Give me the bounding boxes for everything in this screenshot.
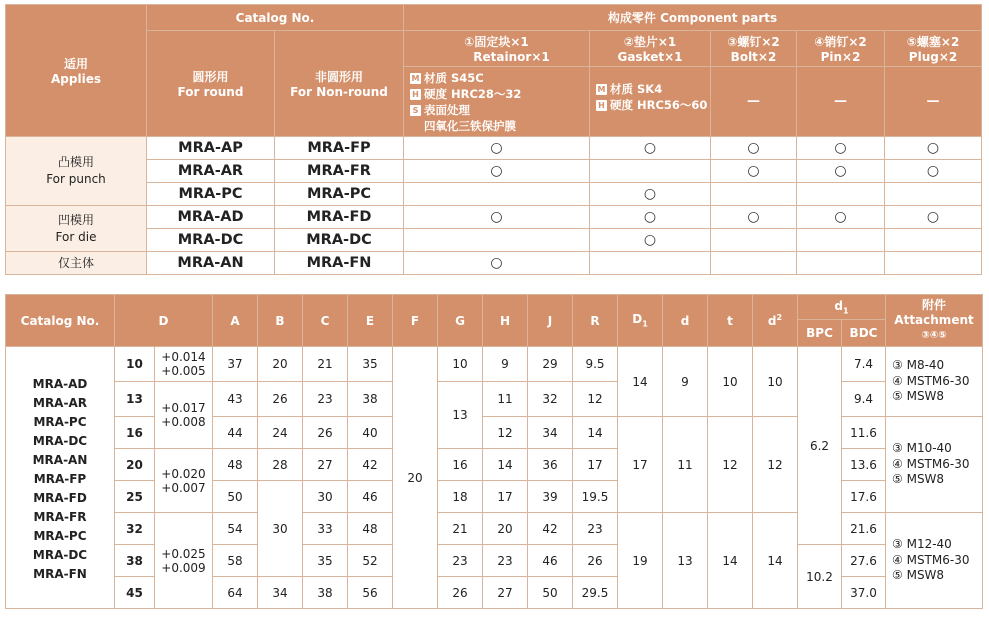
bpc-value: 10.2	[798, 545, 842, 609]
catalog-no-header: Catalog No.	[6, 295, 115, 347]
j-value: 50	[528, 577, 573, 609]
spec-text: 材质 S45C	[424, 70, 484, 85]
tol-upper: +0.025	[161, 546, 206, 561]
j-value: 36	[528, 449, 573, 481]
b-value: 34	[258, 577, 303, 609]
d-tolerance	[155, 449, 213, 513]
included-mark: ○	[885, 206, 982, 229]
tol-upper: +0.020	[161, 466, 206, 481]
m-badge-icon: M	[597, 85, 606, 94]
catalog-name: MRA-PC	[33, 529, 87, 543]
catalog-name: MRA-PC	[33, 415, 87, 429]
bdc-value: 37.0	[842, 577, 886, 609]
plug-title: ⑤螺塞×2	[906, 35, 960, 49]
e-value: 46	[348, 481, 393, 513]
bdc-value: 13.6	[842, 449, 886, 481]
d-value: 10	[115, 347, 155, 382]
d-value: 45	[115, 577, 155, 609]
h-header: H	[483, 295, 528, 347]
b-value: 24	[258, 417, 303, 449]
punch-en: For punch	[46, 172, 106, 186]
retainor-header	[404, 31, 590, 67]
attachment-item: ⑤ MSW8	[892, 389, 945, 404]
empty-cell	[885, 183, 982, 206]
d1-upper-header	[618, 295, 663, 347]
h-value: 20	[483, 513, 528, 545]
bpc-header: BPC	[798, 320, 842, 347]
empty-cell	[711, 183, 797, 206]
included-mark: ○	[797, 137, 885, 160]
bdc-value: 21.6	[842, 513, 886, 545]
catalog-name: MRA-FP	[33, 472, 87, 486]
r-value: 19.5	[573, 481, 618, 513]
catalog-name: MRA-FN	[33, 567, 87, 581]
included-mark: ○	[590, 183, 711, 206]
h-value: 14	[483, 449, 528, 481]
spec-surface	[410, 102, 589, 118]
spec-text: 四氧化三铁保护膜	[424, 118, 516, 133]
included-mark: ○	[404, 206, 590, 229]
included-mark: ○	[590, 229, 711, 252]
included-mark: ○	[590, 206, 711, 229]
g-value: 18	[438, 481, 483, 513]
retainor-title: ①固定块×1	[464, 35, 529, 49]
b-value: 26	[258, 382, 303, 417]
d1-upper-value: 14	[618, 347, 663, 417]
catalog-nonround: MRA-FP	[275, 137, 404, 160]
punch-cn: 凸模用	[57, 155, 94, 169]
attachment-item: ⑤ MSW8	[892, 568, 945, 583]
die-en: For die	[55, 229, 97, 244]
d2-header	[753, 295, 798, 347]
catalog-nonround: MRA-FN	[275, 252, 404, 275]
included-mark: ○	[797, 206, 885, 229]
h-badge-icon: H	[410, 89, 421, 100]
h-value: 23	[483, 545, 528, 577]
g-value: 16	[438, 449, 483, 481]
included-mark: ○	[885, 137, 982, 160]
tol-upper: +0.017	[161, 401, 206, 415]
included-mark: ○	[711, 160, 797, 183]
catalog-round: MRA-DC	[147, 229, 275, 252]
bolt-title: ③螺钉×2	[727, 35, 780, 49]
d1-upper-value: 17	[618, 417, 663, 513]
empty-cell	[404, 229, 590, 252]
dimensions-table	[5, 294, 983, 609]
catalog-round: MRA-AD	[147, 206, 275, 229]
catalog-name: MRA-DC	[32, 434, 88, 448]
bolt-header	[711, 31, 797, 67]
r-value: 17	[573, 449, 618, 481]
d2-subscript: 2	[776, 313, 783, 322]
t-header: t	[708, 295, 753, 347]
catalog-name: MRA-AR	[33, 396, 87, 410]
catalog-name: MRA-DC	[32, 548, 88, 562]
a-value: 64	[213, 577, 258, 609]
attachment-list	[886, 347, 983, 417]
attachment-item: ⑤ MSW8	[892, 472, 945, 487]
d2-letter: d	[767, 314, 777, 328]
round-en: For round	[177, 85, 244, 99]
a-value: 54	[213, 513, 258, 545]
empty-cell	[885, 229, 982, 252]
t-value: 12	[708, 417, 753, 513]
bdc-value: 9.4	[842, 382, 886, 417]
bdc-value: 7.4	[842, 347, 886, 382]
attachment-item: ③ M12-40	[892, 537, 952, 552]
e-value: 35	[348, 347, 393, 382]
b-value: 28	[258, 449, 303, 481]
attachment-list	[886, 417, 983, 513]
catalog-name: MRA-FR	[33, 510, 87, 524]
d-value: 16	[115, 417, 155, 449]
catalog-round: MRA-AP	[147, 137, 275, 160]
d-tolerance	[155, 382, 213, 449]
empty-cell	[590, 160, 711, 183]
for-nonround-header	[275, 31, 404, 137]
d-value: 25	[115, 481, 155, 513]
empty-cell	[797, 252, 885, 275]
included-mark: ○	[404, 137, 590, 160]
r-value: 9.5	[573, 347, 618, 382]
r-value: 26	[573, 545, 618, 577]
r-header: R	[573, 295, 618, 347]
j-value: 32	[528, 382, 573, 417]
empty-cell	[885, 252, 982, 275]
h-value: 12	[483, 417, 528, 449]
catalog-round: MRA-AR	[147, 160, 275, 183]
a-value: 48	[213, 449, 258, 481]
spec-coating	[410, 118, 589, 134]
e-value: 38	[348, 382, 393, 417]
h-value: 9	[483, 347, 528, 382]
spec-text: 硬度 HRC28～32	[424, 86, 522, 101]
b-header: B	[258, 295, 303, 347]
die-cn: 凹模用	[57, 212, 94, 227]
pin-header	[797, 31, 885, 67]
d1-letter: D	[632, 312, 643, 327]
empty-cell	[797, 183, 885, 206]
b-value: 20	[258, 347, 303, 382]
retainor-spec	[404, 67, 590, 137]
gasket-en: Gasket×1	[617, 50, 683, 64]
bolt-en: Bolt×2	[730, 50, 777, 64]
small-d-value: 11	[663, 417, 708, 513]
g-value: 21	[438, 513, 483, 545]
e-value: 40	[348, 417, 393, 449]
b-value: 30	[258, 481, 303, 577]
catalog-round: MRA-PC	[147, 183, 275, 206]
pin-en: Pin×2	[820, 50, 861, 64]
j-value: 39	[528, 481, 573, 513]
catalog-nonround: MRA-FR	[275, 160, 404, 183]
d2-value: 10	[753, 347, 798, 417]
d-header: D	[115, 295, 213, 347]
a-value: 58	[213, 545, 258, 577]
catalog-nonround: MRA-DC	[275, 229, 404, 252]
c-value: 21	[303, 347, 348, 382]
applies-cn: 适用	[63, 57, 88, 71]
small-d-value: 9	[663, 347, 708, 417]
attachment-item: ③ M8-40	[892, 358, 945, 373]
j-value: 42	[528, 513, 573, 545]
a-value: 44	[213, 417, 258, 449]
bdc-value: 27.6	[842, 545, 886, 577]
attachment-item: ④ MSTM6-30	[892, 456, 970, 471]
small-d-header: d	[663, 295, 708, 347]
included-mark: ○	[590, 137, 711, 160]
for-punch-label	[6, 137, 147, 206]
g-value: 23	[438, 545, 483, 577]
e-value: 42	[348, 449, 393, 481]
included-mark: ○	[404, 160, 590, 183]
m-badge-icon: M	[411, 73, 420, 83]
component-parts-table	[5, 4, 982, 275]
tol-lower: +0.007	[161, 480, 206, 495]
attachment-en: Attachment	[894, 313, 974, 327]
c-header: C	[303, 295, 348, 347]
attachment-header	[886, 295, 983, 347]
attachment-list	[886, 513, 983, 609]
s-badge-icon: S	[410, 105, 421, 116]
plug-spec-dash: —	[885, 67, 982, 137]
small-d-value: 13	[663, 513, 708, 609]
e-value: 48	[348, 513, 393, 545]
bdc-value: 11.6	[842, 417, 886, 449]
c-value: 35	[303, 545, 348, 577]
c-value: 27	[303, 449, 348, 481]
d-tolerance	[155, 513, 213, 609]
for-die-label	[6, 206, 147, 252]
j-value: 46	[528, 545, 573, 577]
c-value: 30	[303, 481, 348, 513]
f-value: 20	[393, 347, 438, 609]
bolt-spec-dash: —	[711, 67, 797, 137]
j-value: 34	[528, 417, 573, 449]
tol-upper: +0.014	[161, 350, 206, 364]
h-value: 11	[483, 382, 528, 417]
applies-en: Applies	[51, 72, 101, 86]
a-value: 50	[213, 481, 258, 513]
h-value: 17	[483, 481, 528, 513]
catalog-name: MRA-FD	[33, 491, 87, 505]
g-value: 10	[438, 347, 483, 382]
d2-value: 12	[753, 417, 798, 513]
spec-material	[596, 81, 710, 97]
a-header: A	[213, 295, 258, 347]
j-header: J	[528, 295, 573, 347]
d1-header	[798, 295, 886, 320]
a-value: 37	[213, 347, 258, 382]
included-mark: ○	[711, 206, 797, 229]
c-value: 38	[303, 577, 348, 609]
bpc-value: 6.2	[798, 347, 842, 545]
nonround-en: For Non-round	[290, 85, 388, 99]
spec-text: 硬度 HRC56～60	[610, 98, 708, 112]
e-value: 52	[348, 545, 393, 577]
spec-hardness	[596, 97, 710, 113]
t-value: 10	[708, 347, 753, 417]
tol-lower: +0.008	[161, 415, 206, 429]
spec-text: 材质 SK4	[610, 82, 663, 96]
g-value: 26	[438, 577, 483, 609]
empty-cell	[590, 252, 711, 275]
plug-header	[885, 31, 982, 67]
e-value: 56	[348, 577, 393, 609]
c-value: 26	[303, 417, 348, 449]
catalog-nonround: MRA-FD	[275, 206, 404, 229]
included-mark: ○	[885, 160, 982, 183]
d1-letter: d	[834, 298, 844, 313]
nonround-cn: 非圆形用	[314, 70, 363, 84]
applies-header	[6, 5, 147, 137]
for-round-header	[147, 31, 275, 137]
attachment-item: ④ MSTM6-30	[892, 552, 970, 567]
catalog-list	[6, 347, 115, 609]
f-header: F	[393, 295, 438, 347]
d-value: 20	[115, 449, 155, 481]
pin-title: ④销钉×2	[814, 35, 867, 49]
j-value: 29	[528, 347, 573, 382]
attachment-cn: 附件	[922, 298, 947, 312]
r-value: 29.5	[573, 577, 618, 609]
component-parts-header: 构成零件 Component parts	[404, 5, 982, 31]
retainor-en: Retainor×1	[473, 50, 550, 64]
main-body-only-label: 仅主体	[6, 252, 147, 275]
c-value: 33	[303, 513, 348, 545]
catalog-no-header: Catalog No.	[147, 5, 404, 31]
r-value: 12	[573, 382, 618, 417]
included-mark: ○	[797, 160, 885, 183]
h-value: 27	[483, 577, 528, 609]
catalog-nonround: MRA-PC	[275, 183, 404, 206]
empty-cell	[404, 183, 590, 206]
attachment-item: ④ MSTM6-30	[892, 373, 970, 388]
tol-lower: +0.005	[161, 364, 206, 378]
c-value: 23	[303, 382, 348, 417]
spec-hardness	[410, 86, 589, 102]
r-value: 14	[573, 417, 618, 449]
d-value: 38	[115, 545, 155, 577]
empty-cell	[797, 229, 885, 252]
attachment-nums: ③④⑤	[921, 330, 947, 341]
catalog-name: MRA-AN	[32, 453, 88, 467]
catalog-name: MRA-AD	[32, 377, 88, 391]
empty-cell	[711, 229, 797, 252]
t-value: 14	[708, 513, 753, 609]
empty-cell	[711, 252, 797, 275]
included-mark: ○	[404, 252, 590, 275]
pin-spec-dash: —	[797, 67, 885, 137]
r-value: 23	[573, 513, 618, 545]
spec-material	[410, 70, 589, 86]
round-cn: 圆形用	[192, 70, 229, 84]
gasket-header	[590, 31, 711, 67]
gasket-title: ②垫片×1	[623, 35, 677, 49]
attachment-item: ③ M10-40	[892, 441, 952, 456]
tol-lower: +0.009	[161, 560, 206, 575]
catalog-round: MRA-AN	[147, 252, 275, 275]
e-header: E	[348, 295, 393, 347]
d1-subscript: 1	[642, 319, 648, 329]
a-value: 43	[213, 382, 258, 417]
plug-en: Plug×2	[908, 50, 958, 64]
d2-value: 14	[753, 513, 798, 609]
bdc-header: BDC	[842, 320, 886, 347]
h-badge-icon: H	[596, 100, 607, 111]
spec-text: 表面处理	[424, 102, 470, 117]
d-tolerance	[155, 347, 213, 382]
bdc-value: 17.6	[842, 481, 886, 513]
g-value: 13	[438, 382, 483, 449]
included-mark: ○	[711, 137, 797, 160]
d1-upper-value: 19	[618, 513, 663, 609]
d1-subscript: 1	[843, 306, 849, 316]
d-value: 13	[115, 382, 155, 417]
d-value: 32	[115, 513, 155, 545]
gasket-spec	[590, 67, 711, 137]
g-header: G	[438, 295, 483, 347]
